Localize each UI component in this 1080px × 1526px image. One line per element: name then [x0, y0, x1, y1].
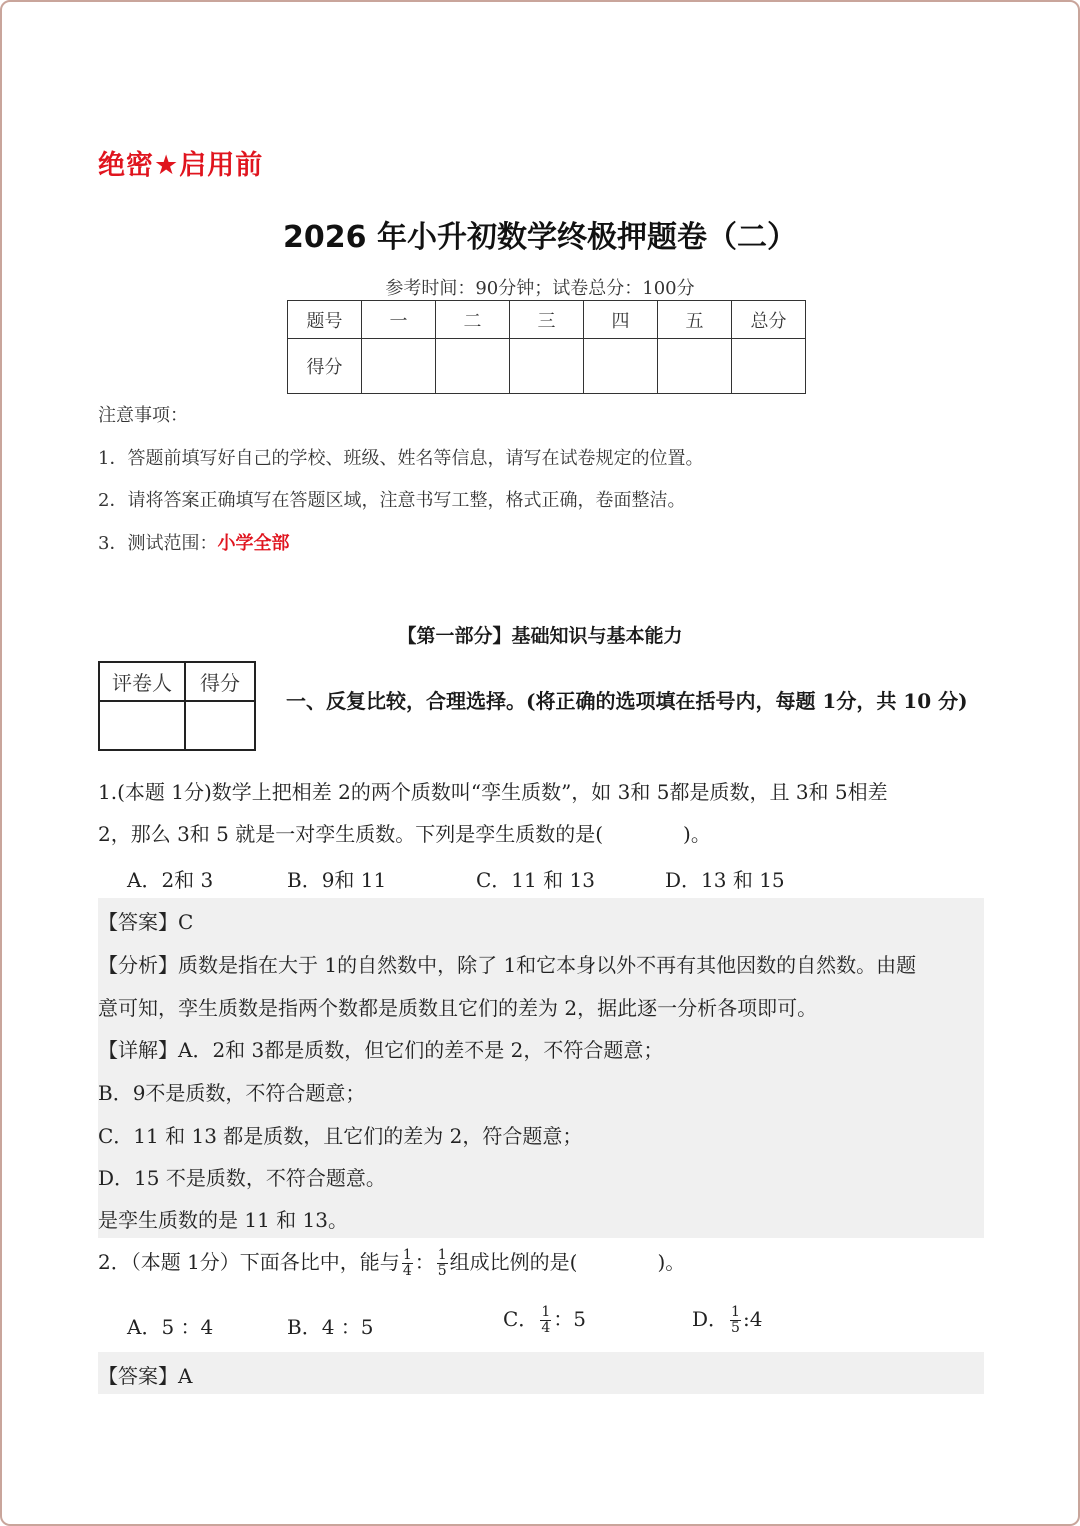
score-row-label: 得分: [288, 339, 362, 394]
score-cell: [510, 339, 584, 394]
q1-answer: 【答案】C: [98, 910, 194, 934]
notes-item-2: 2．请将答案正确填写在答题区域，注意书写工整，格式正确，卷面整洁。: [98, 490, 686, 511]
score-cell: [362, 339, 436, 394]
q2-prefix: 2．（本题 1分）下面各比中，能与: [98, 1250, 400, 1274]
q2-option-c-num: 1: [541, 1304, 551, 1320]
exam-subtitle: 参考时间：90分钟；试卷总分：100分: [385, 278, 695, 299]
q2-option-c: [503, 1303, 586, 1336]
grader-blank-cell: [185, 701, 255, 750]
score-table: [287, 300, 806, 394]
score-header-cell: 五: [658, 301, 732, 339]
q2-colon: ：: [414, 1250, 435, 1274]
q2-option-b: B．4 ：5: [287, 1315, 374, 1339]
score-table-score-row: [288, 339, 806, 394]
q2-suffix: 组成比例的是( )。: [449, 1250, 686, 1274]
q2-option-c-den: 4: [541, 1320, 551, 1336]
q2-fraction-1-num: 1: [402, 1247, 412, 1263]
q1-analysis-line-2: 意可知，孪生质数是指两个数都是质数且它们的差为 2，据此逐一分析各项即可。: [98, 996, 818, 1020]
q2-fraction-2-den: 5: [437, 1263, 447, 1279]
score-header-cell: 三: [510, 301, 584, 339]
confidential-label: 绝密★启用前: [98, 150, 264, 181]
notes-item-1: 1．答题前填写好自己的学校、班级、姓名等信息，请写在试卷规定的位置。: [98, 448, 704, 469]
q2-fraction-1-den: 4: [402, 1263, 412, 1279]
part-title: 【第一部分】基础知识与基本能力: [397, 625, 683, 647]
q2-option-d: [692, 1303, 762, 1336]
score-header-cell: 一: [362, 301, 436, 339]
q2-fraction-2: [437, 1248, 448, 1279]
score-cell: [732, 339, 806, 394]
question-2: [98, 1248, 988, 1279]
notes-heading: 注意事项：: [98, 405, 188, 426]
score-cell: [584, 339, 658, 394]
grader-table: [98, 661, 256, 751]
q2-answer: 【答案】A: [98, 1364, 193, 1388]
score-header-cell: 四: [584, 301, 658, 339]
q2-option-d-fraction: [730, 1305, 741, 1336]
grader-label: 评卷人: [99, 662, 185, 701]
grader-blank-cell: [99, 701, 185, 750]
q2-answer-box: [98, 1352, 984, 1394]
q1-option-d: D．13 和 15: [665, 868, 785, 892]
q2-fraction-2-num: 1: [437, 1247, 447, 1263]
q1-option-b: B．9和 11: [287, 868, 387, 892]
question-1-line-2: 2，那么 3和 5 就是一对孪生质数。下列是孪生质数的是( )。: [98, 822, 711, 846]
grader-score-label: 得分: [185, 662, 255, 701]
q1-option-a: A．2和 3: [127, 868, 214, 892]
q2-option-c-fraction: [540, 1305, 551, 1336]
notes-item-3: [98, 529, 289, 555]
q1-analysis-line-1: 【分析】质数是指在大于 1的自然数中，除了 1和它本身以外不再有其他因数的自然数。由题: [98, 953, 917, 977]
q2-option-a: A．5 ：4: [127, 1315, 214, 1339]
notes-item-3-prefix: 3．测试范围：: [98, 533, 218, 554]
q1-detail-line-3: C．11 和 13 都是质数，且它们的差为 2，符合题意；: [98, 1124, 583, 1148]
q2-option-d-prefix: D．: [692, 1307, 729, 1331]
q1-detail-line-5: 是孪生质数的是 11 和 13。: [98, 1208, 348, 1232]
q2-option-d-den: 5: [731, 1320, 740, 1336]
q2-option-d-suffix: :4: [742, 1307, 763, 1331]
test-scope-highlight: 小学全部: [217, 533, 290, 554]
score-header-cell: 总分: [732, 301, 806, 339]
score-cell: [436, 339, 510, 394]
score-header-cell: 题号: [288, 301, 362, 339]
grader-header-row: [99, 662, 255, 701]
q2-option-d-num: 1: [731, 1304, 740, 1320]
q1-option-c: C．11 和 13: [476, 868, 595, 892]
q2-fraction-1: [402, 1248, 413, 1279]
q1-detail-line-2: B．9不是质数，不符合题意；: [98, 1081, 366, 1105]
question-1-line-1: 1.(本题 1分)数学上把相差 2的两个质数叫“孪生质数”，如 3和 5都是质数，且 3和 5相差: [98, 780, 888, 804]
score-header-cell: 二: [436, 301, 510, 339]
q1-detail-line-4: D．15 不是质数，不符合题意。: [98, 1166, 386, 1190]
q1-detail-line-1: 【详解】A．2和 3都是质数，但它们的差不是 2，不符合题意；: [98, 1038, 664, 1062]
q2-option-c-suffix: ：5: [553, 1307, 586, 1331]
score-cell: [658, 339, 732, 394]
grader-blank-row: [99, 701, 255, 750]
q2-option-c-prefix: C．: [503, 1307, 539, 1331]
section-heading: 一、反复比较，合理选择。(将正确的选项填在括号内，每题 1分，共 10 分): [286, 689, 968, 713]
score-table-header-row: [288, 301, 806, 339]
exam-title: 2026 年小升初数学终极押题卷（二）: [283, 220, 797, 255]
